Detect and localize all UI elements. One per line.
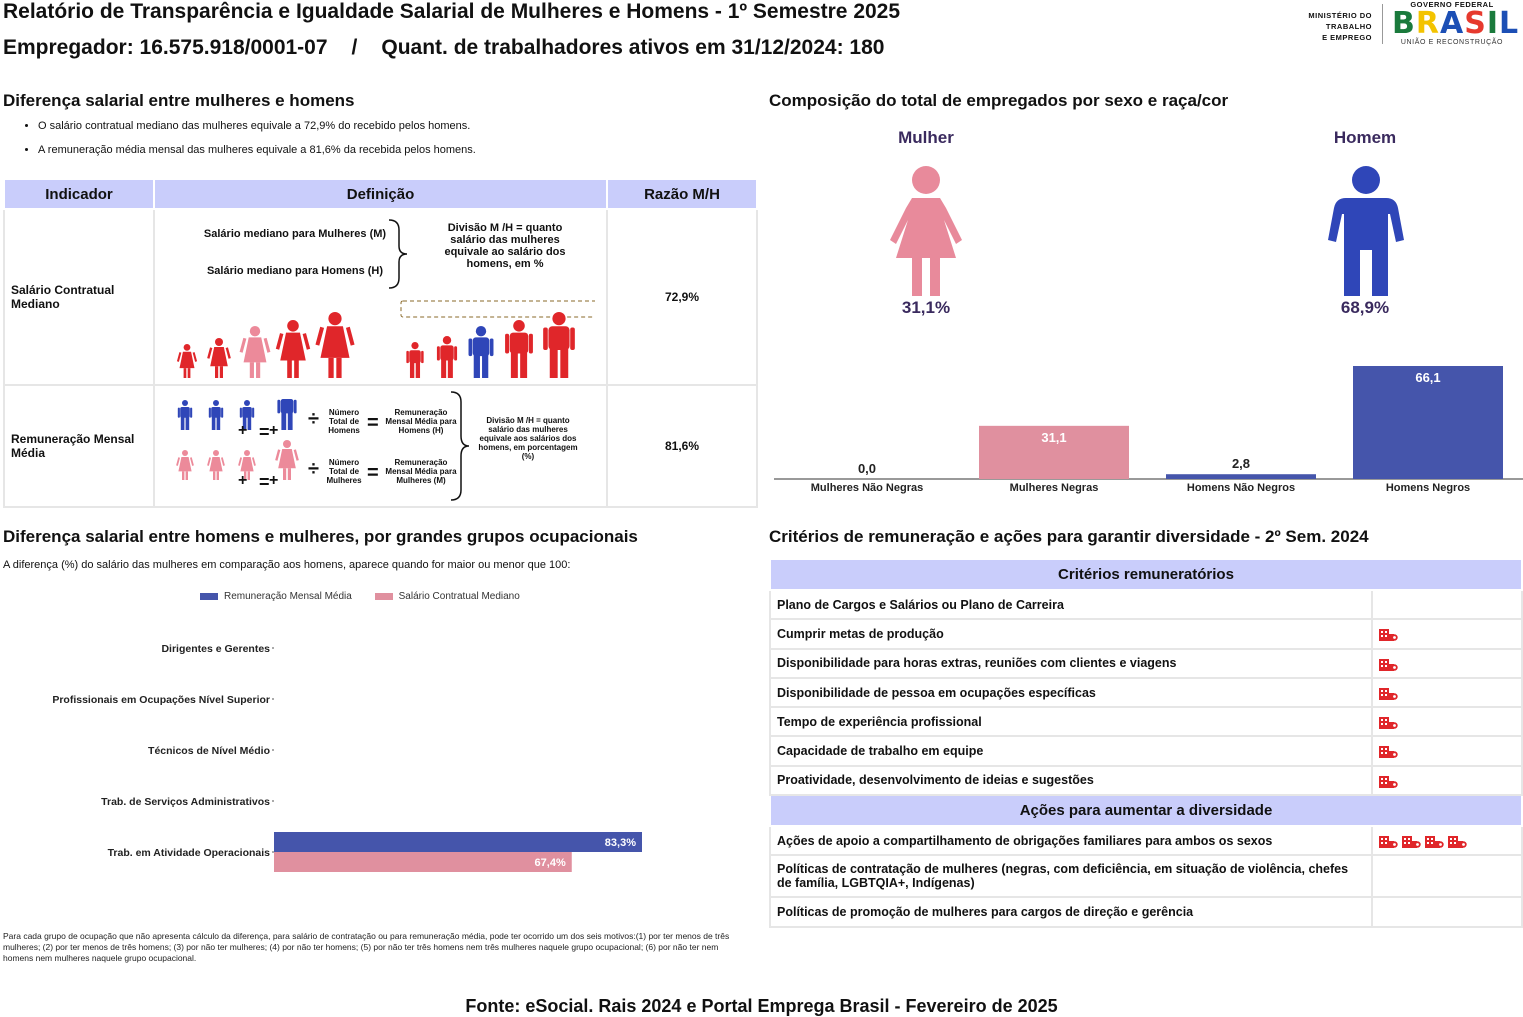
woman-icon	[176, 450, 194, 480]
separator: /	[351, 36, 358, 59]
table-row	[4, 209, 757, 385]
table-row	[770, 766, 1522, 795]
indicator-table	[3, 178, 758, 508]
bar-value-label: 31,1	[1041, 429, 1067, 445]
occupation-label: Trab. de Serviços Administrativos	[101, 796, 270, 808]
table-row	[770, 649, 1522, 678]
criteria-label: Ações de apoio a compartilhamento de obrigações familiares para ambos os sexos	[770, 826, 1372, 855]
pay-gap-bullets	[20, 120, 476, 168]
company-icon	[1379, 627, 1399, 641]
woman-icon	[207, 450, 225, 480]
bar-2	[1166, 474, 1316, 479]
occupation-label: Profissionais em Ocupações Nível Superior	[52, 694, 270, 706]
woman-avg-icon	[275, 440, 299, 480]
criteria-label: Disponibilidade de pessoa em ocupações específicas	[770, 678, 1372, 707]
equals-sign-4: =	[367, 462, 379, 484]
indicator-median: Salário Contratual Mediano	[4, 209, 154, 385]
table-row	[770, 855, 1522, 897]
pay-gap-title: Diferença salarial entre mulheres e homens	[3, 91, 355, 110]
report-subtitle	[3, 36, 884, 60]
table-row	[4, 385, 757, 507]
avg-men: Remuneração Mensal Média para Homens (H)	[385, 408, 457, 435]
avg-women: Remuneração Mensal Média para Mulheres (M)	[385, 458, 457, 485]
indicator-table-header	[4, 179, 757, 209]
plus-sign-3: +	[238, 472, 248, 489]
indicator-average: Remuneração Mensal Média	[4, 385, 154, 507]
criteria-icons	[1372, 736, 1522, 765]
def-median-men: Salário mediano para Homens (H)	[206, 265, 384, 277]
company-icon	[1379, 834, 1399, 848]
occupation-bar	[274, 832, 642, 852]
occupation-label: Técnicos de Nível Médio	[148, 745, 270, 757]
gov-logo	[1392, 0, 1520, 46]
criteria-icons	[1372, 619, 1522, 648]
woman-icon	[276, 320, 310, 378]
table-row	[770, 736, 1522, 765]
brace-icon	[385, 218, 415, 290]
plus-sign-1: +	[238, 422, 248, 439]
criteria-icons	[1372, 826, 1522, 855]
brasil-wordmark: BRASIL	[1392, 6, 1520, 41]
plus-sign-4: +	[269, 472, 279, 489]
male-figure-icon	[1326, 164, 1406, 298]
count-women: Número Total de Mulheres	[326, 458, 362, 485]
composition-title: Composição do total de empregados por sexo e raça/cor	[769, 91, 1229, 110]
occupation-label: Trab. em Atividade Operacionais	[107, 847, 270, 859]
criteria-table	[769, 558, 1523, 928]
logo-divider	[1382, 4, 1383, 44]
ministry-line-2: TRABALHO	[1325, 22, 1372, 31]
col-indicator: Indicador	[4, 179, 154, 209]
company-icon	[1379, 774, 1399, 788]
category-label: Homens Não Negros	[1186, 482, 1296, 494]
table-row	[770, 897, 1522, 926]
criteria-label: Proatividade, desenvolvimento de ideias e sugestões	[770, 766, 1372, 795]
woman-icon	[315, 312, 354, 378]
criteria-label: Cumprir metas de produção	[770, 619, 1372, 648]
criteria-icons	[1372, 766, 1522, 795]
def-average-division: Divisão M /H = quanto salário das mulheres equivale aos salários dos homens, em porcentagem (%)	[478, 416, 578, 461]
criteria-header: Critérios remuneratórios	[770, 559, 1522, 590]
company-icon	[1402, 834, 1422, 848]
company-icon	[1448, 834, 1468, 848]
col-ratio: Razão M/H	[607, 179, 757, 209]
occupation-legend	[200, 591, 520, 602]
man-icon	[406, 342, 423, 378]
category-label: Homens Negros	[1385, 482, 1471, 494]
divide-sign-men: ÷	[308, 408, 319, 430]
definition-average	[154, 385, 607, 507]
occupation-footnote: Para cada grupo de ocupação que não apresenta cálculo da diferença, para salário de contratação ou para remuneração média, pode ter ocorrido um dos seis motivos:(1) por ter menos de três mulheres; (2) por ter menos de três homens; (3) por não ter mulheres; (4) por não ter homens; (5) por não ter três homens nem três mulheres naquele grupo ocupacional; (6) por não ter nem homens nem mulheres naquele grupo ocupacional.	[3, 931, 730, 963]
worker-count: Quant. de trabalhadores ativos em 31/12/2024: 180	[381, 36, 885, 59]
brace-icon	[449, 390, 471, 502]
criteria-icons	[1372, 897, 1522, 926]
count-men: Número Total de Homens	[328, 408, 360, 435]
gov-label: GOVERNO FEDERAL	[1410, 0, 1494, 9]
criteria-title: Critérios de remuneração e ações para garantir diversidade - 2º Sem. 2024	[769, 527, 1369, 546]
female-label: Mulher	[898, 128, 954, 147]
legend-swatch-avg	[200, 593, 218, 600]
man-icon	[209, 400, 223, 430]
occupation-bar-label: 67,4%	[534, 857, 566, 869]
man-median-icon	[469, 326, 494, 378]
equals-sign-2: =	[259, 472, 270, 492]
table-row	[770, 678, 1522, 707]
diversity-header: Ações para aumentar a diversidade	[770, 795, 1522, 826]
ratio-median: 72,9%	[607, 209, 757, 385]
criteria-icons	[1372, 855, 1522, 897]
definition-median	[154, 209, 607, 385]
people-illustration	[175, 298, 595, 380]
divide-sign-women: ÷	[308, 458, 319, 480]
woman-icon	[207, 338, 231, 378]
man-icon	[505, 320, 533, 378]
table-row	[770, 707, 1522, 736]
col-definition: Definição	[154, 179, 607, 209]
male-percent: 68,9%	[1340, 298, 1390, 317]
employer-id: Empregador: 16.575.918/0001-07	[3, 36, 328, 59]
male-label: Homem	[1333, 128, 1397, 147]
bar-value-label: 0,0	[857, 461, 877, 476]
criteria-label: Políticas de promoção de mulheres para cargos de direção e gerência	[770, 897, 1372, 926]
legend-median: Salário Contratual Mediano	[398, 591, 520, 602]
composition-bar-chart	[769, 350, 1523, 500]
bar-value-label: 2,8	[1231, 456, 1251, 472]
female-figure-icon	[886, 164, 966, 298]
man-icon	[543, 312, 575, 378]
ratio-average: 81,6%	[607, 385, 757, 507]
criteria-label: Disponibilidade para horas extras, reuniões com clientes e viagens	[770, 649, 1372, 678]
plus-sign-2: +	[269, 422, 279, 439]
report-title: Relatório de Transparência e Igualdade Salarial de Mulheres e Homens - 1º Semestre 2025	[3, 0, 901, 23]
criteria-icons	[1372, 707, 1522, 736]
equals-sign-1: =	[259, 422, 270, 442]
criteria-label: Capacidade de trabalho em equipe	[770, 736, 1372, 765]
man-icon	[437, 336, 457, 378]
occupation-subtitle: A diferença (%) do salário das mulheres em comparação aos homens, aparece quando for maior ou menor que 100:	[3, 559, 571, 571]
ministry-line-1: MINISTÉRIO DO	[1308, 11, 1372, 20]
criteria-label: Tempo de experiência profissional	[770, 707, 1372, 736]
def-median-women: Salário mediano para Mulheres (M)	[203, 228, 387, 240]
def-median-division: Divisão M /H = quanto salário das mulheres equivale ao salário dos homens, em %	[444, 222, 566, 270]
woman-median-icon	[240, 326, 271, 378]
bullet-average: • A remuneração média mensal das mulheres equivale a 81,6% da recebida pelos homens.	[38, 144, 476, 156]
gov-tagline: UNIÃO E RECONSTRUÇÃO	[1400, 39, 1504, 46]
table-row	[770, 826, 1522, 855]
table-row	[770, 590, 1522, 619]
woman-icon	[177, 344, 197, 378]
company-icon	[1379, 715, 1399, 729]
man-icon	[178, 400, 192, 430]
criteria-icons	[1372, 649, 1522, 678]
criteria-icons	[1372, 590, 1522, 619]
legend-avg: Remuneração Mensal Média	[224, 591, 352, 602]
bullet-median: • O salário contratual mediano das mulheres equivale a 72,9% do recebido pelos homens.	[38, 120, 476, 132]
company-icon	[1379, 744, 1399, 758]
company-icon	[1425, 834, 1445, 848]
occupation-title: Diferença salarial entre homens e mulheres, por grandes grupos ocupacionais	[3, 527, 638, 546]
criteria-label: Plano de Cargos e Salários ou Plano de Carreira	[770, 590, 1372, 619]
category-label: Mulheres Negras	[1009, 482, 1099, 494]
occupation-label: Dirigentes e Gerentes	[161, 643, 270, 655]
company-icon	[1379, 657, 1399, 671]
criteria-icons	[1372, 678, 1522, 707]
category-label: Mulheres Não Negras	[810, 482, 924, 494]
occupation-bar-chart	[3, 620, 748, 890]
ministry-logo-text	[1290, 10, 1372, 43]
criteria-label: Políticas de contratação de mulheres (negras, com deficiência, em situação de violência, chefes de família, LGBTQIA+, Indígenas)	[770, 855, 1372, 897]
table-row	[770, 619, 1522, 648]
bar-value-label: 66,1	[1415, 370, 1441, 385]
ministry-line-3: E EMPREGO	[1322, 33, 1372, 42]
female-percent: 31,1%	[901, 298, 951, 317]
man-avg-icon	[277, 398, 296, 430]
legend-swatch-median	[375, 593, 393, 600]
equals-sign-3: =	[367, 412, 379, 434]
company-icon	[1379, 686, 1399, 700]
occupation-bar-label: 83,3%	[604, 837, 636, 849]
occupation-bar	[274, 852, 572, 872]
source-footer: Fonte: eSocial. Rais 2024 e Portal Emprega Brasil - Fevereiro de 2025	[465, 996, 1058, 1016]
